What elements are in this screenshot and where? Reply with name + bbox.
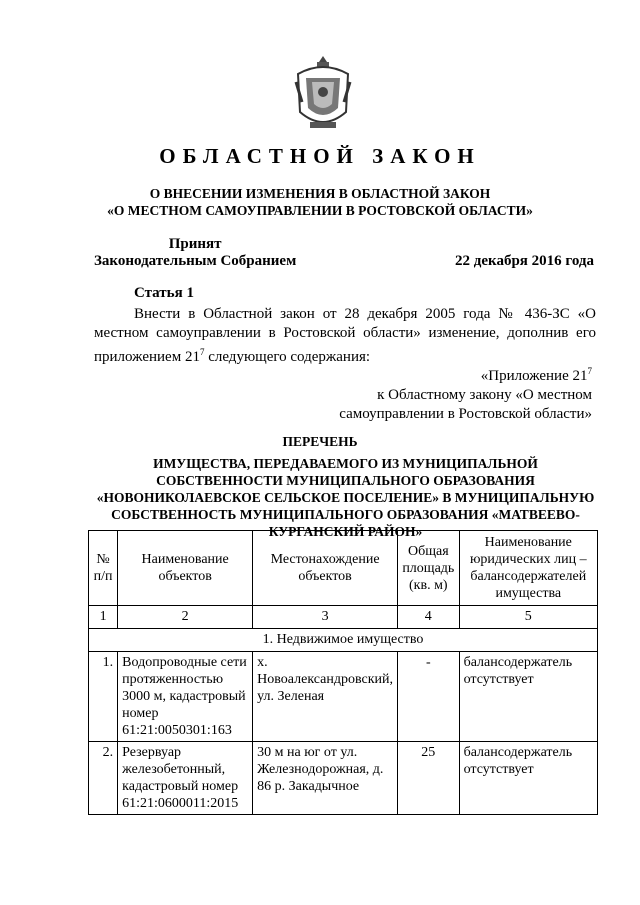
- column-number: 5: [459, 606, 597, 629]
- appendix-line: к Областному закону «О местном: [377, 387, 592, 403]
- table-row: [89, 742, 598, 815]
- adopted-body: Законодательным Собранием: [94, 253, 297, 269]
- article-text-part: Внести в Областной закон от 28 декабря 2005 года № 436-ЗС «О местном самоуправлении в Ростовской области» изменение, дополнив его приложением 21: [94, 306, 596, 365]
- section-title: 1. Недвижимое имущество: [89, 629, 598, 652]
- coat-of-arms-emblem: [292, 52, 354, 134]
- object-area: 25: [398, 742, 460, 815]
- document-title: ОБЛАСТНОЙ ЗАКОН: [159, 144, 481, 168]
- column-number: 4: [398, 606, 460, 629]
- appendix-reference: [330, 362, 592, 424]
- adopted-by: [94, 236, 296, 270]
- article-text-part: следующего содержания:: [204, 349, 371, 365]
- article-heading: Статья 1: [134, 285, 194, 301]
- adoption-date: 22 декабря 2016 года: [455, 253, 594, 269]
- column-header: Наименование объектов: [118, 531, 253, 606]
- section-row: [89, 629, 598, 652]
- subtitle-line: «О МЕСТНОМ САМОУПРАВЛЕНИИ В РОСТОВСКОЙ ОБЛАСТИ»: [107, 203, 533, 218]
- article-text: [94, 305, 596, 367]
- subtitle-line: О ВНЕСЕНИИ ИЗМЕНЕНИЯ В ОБЛАСТНОЙ ЗАКОН: [149, 186, 491, 201]
- adopted-label: Принят: [168, 236, 222, 252]
- row-number: 1.: [89, 652, 118, 742]
- object-location: х. Новоалександровский, ул. Зеленая: [253, 652, 398, 742]
- column-header: № п/п: [89, 531, 118, 606]
- column-number: 2: [118, 606, 253, 629]
- column-number-row: [89, 606, 598, 629]
- list-title: ИМУЩЕСТВА, ПЕРЕДАВАЕМОГО ИЗ МУНИЦИПАЛЬНОЙ СОБСТВЕННОСТИ МУНИЦИПАЛЬНОГО ОБРАЗОВАНИЯ «НОВОНИКОЛАЕВСКОЕ СЕЛЬСКОЕ ПОСЕЛЕНИЕ» В МУНИЦИПАЛЬНУЮ СОБСТВЕННОСТЬ МУНИЦИПАЛЬНОГО ОБРАЗОВАНИЯ «МАТВЕЕВО-КУРГАНСКИЙ РАЙОН»: [96, 456, 595, 539]
- table-row: [89, 652, 598, 742]
- balance-holder: балансодержатель отсутствует: [459, 652, 597, 742]
- table-header-row: [89, 531, 598, 606]
- column-header: Наименование юридических лиц – балансодержателей имущества: [459, 531, 597, 606]
- column-number: 3: [253, 606, 398, 629]
- object-name: Резервуар железобетонный, кадастровый номер 61:21:0600011:2015: [118, 742, 253, 815]
- column-header: Местонахождение объектов: [253, 531, 398, 606]
- object-area: -: [398, 652, 460, 742]
- object-location: 30 м на юг от ул. Железнодорожная, д. 86 р. Закадычное: [253, 742, 398, 815]
- column-header: Общая площадь (кв. м): [398, 531, 460, 606]
- property-table: [88, 530, 598, 815]
- list-heading: ПЕРЕЧЕНЬ: [282, 434, 358, 449]
- law-subtitle: [0, 185, 640, 219]
- appendix-title: «Приложение 21: [480, 368, 588, 384]
- appendix-line: самоуправлении в Ростовской области»: [339, 406, 592, 422]
- row-number: 2.: [89, 742, 118, 815]
- balance-holder: балансодержатель отсутствует: [459, 742, 597, 815]
- superscript: 7: [199, 347, 205, 357]
- column-number: 1: [89, 606, 118, 629]
- superscript: 7: [587, 366, 592, 376]
- appendix-line: [330, 362, 592, 386]
- object-name: Водопроводные сети протяженностью 3000 м, кадастровый номер 61:21:0050301:163: [118, 652, 253, 742]
